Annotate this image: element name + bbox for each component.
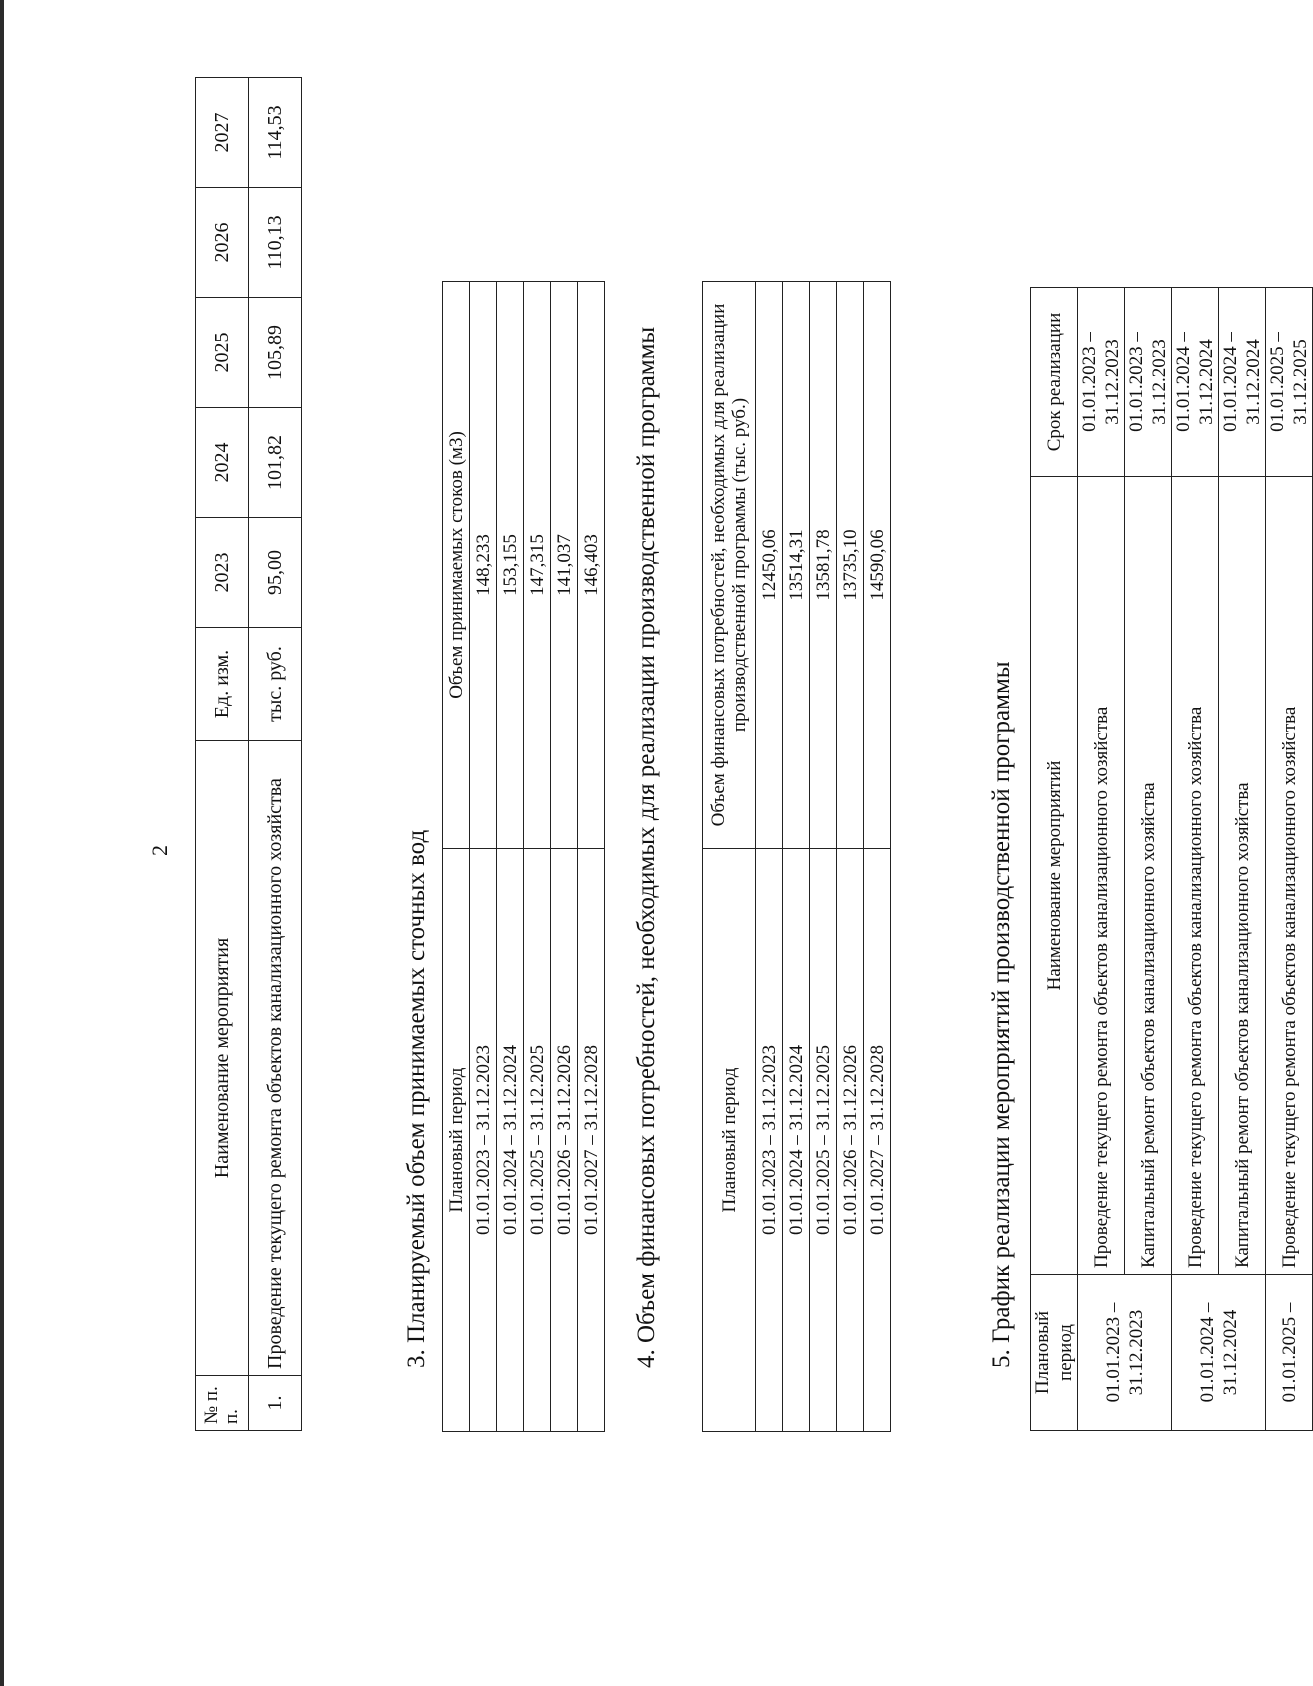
cell-deadline: 01.01.2023 – 31.12.2023 [1125,288,1172,477]
cell-amount: 13735,10 [837,282,864,849]
cell-2026: 110,13 [249,188,302,298]
cell-period: 01.01.2024 – 31.12.2024 [1172,1275,1266,1431]
cell-period: 01.01.2023 – 31.12.2023 [470,849,497,1432]
schedule-table [1030,287,1313,1431]
cell-unit: тыс. руб. [249,628,302,741]
measures-cost-table [195,77,302,1431]
header-unit: Ед. изм. [196,628,249,741]
cell-measure-name: Проведение текущего ремонта объектов канализационного хозяйства [249,741,302,1376]
header-year-2023: 2023 [196,518,249,628]
table-row [551,282,578,1432]
page-number: 2 [147,845,172,856]
table-row [578,282,605,1432]
cell-period: 01.01.2024 – 31.12.2024 [497,849,524,1432]
header-measure-name: Наименование мероприятия [196,741,249,1376]
cell-measure: Проведение текущего ремонта объектов канализационного хозяйства [1172,477,1219,1275]
cell-2027: 114,53 [249,78,302,188]
table-header-row [1031,288,1078,1431]
header-deadline: Срок реализации [1031,288,1078,477]
table-row [524,282,551,1432]
table-row [249,78,302,1431]
section-4-title: 4. Объем финансовых потребностей, необходимых для реализации производственной программы [633,326,660,1368]
header-volume: Объем принимаемых стоков (м3) [443,282,470,849]
table-row [497,282,524,1432]
cell-amount: 13581,78 [810,282,837,849]
cell-deadline: 01.01.2024 – 31.12.2024 [1219,288,1266,477]
cell-period: 01.01.2027 – 31.12.2028 [864,849,891,1432]
header-year-2027: 2027 [196,78,249,188]
cell-volume: 141,037 [551,282,578,849]
table-row [1172,288,1219,1431]
cell-period: 01.01.2025 – 31.12.2025 [524,849,551,1432]
cell-period: 01.01.2027 – 31.12.2028 [578,849,605,1432]
cell-number: 1. [249,1376,302,1431]
cell-deadline: 01.01.2025 – 31.12.2025 [1266,288,1313,477]
cell-period: 01.01.2023 – 31.12.2023 [756,849,783,1432]
table-header-row [196,78,249,1431]
cell-measure: Капитальный ремонт объектов канализационного хозяйства [1125,477,1172,1275]
table-row [810,282,837,1432]
cell-measure: Капитальный ремонт объектов канализационного хозяйства [1219,477,1266,1275]
cell-volume: 146,403 [578,282,605,849]
cell-amount: 13514,31 [783,282,810,849]
cell-2025: 105,89 [249,298,302,408]
table-row [1125,288,1172,1431]
header-measures: Наименование мероприятий [1031,477,1078,1275]
financial-needs-table [702,281,891,1432]
cell-amount: 14590,06 [864,282,891,849]
cell-volume: 148,233 [470,282,497,849]
header-year-2024: 2024 [196,408,249,518]
cell-period: 01.01.2024 – 31.12.2024 [783,849,810,1432]
table-row [1219,288,1266,1431]
cell-period: 01.01.2023 – 31.12.2023 [1078,1275,1172,1431]
cell-period: 01.01.2026 – 31.12.2026 [551,849,578,1432]
table-row [837,282,864,1432]
table-header-row [443,282,470,1432]
wastewater-volume-table [442,281,605,1432]
table-row [1078,288,1125,1431]
section-3-title: 3. Планируемый объем принимаемых сточных вод [403,829,430,1368]
cell-deadline: 01.01.2023 – 31.12.2023 [1078,288,1125,477]
cell-2023: 95,00 [249,518,302,628]
cell-measure: Проведение текущего ремонта объектов канализационного хозяйства [1078,477,1125,1275]
table-row [783,282,810,1432]
header-year-2026: 2026 [196,188,249,298]
header-period: Плановый период [443,849,470,1432]
section-5-title: 5. График реализации мероприятий производственной программы [988,661,1015,1368]
header-period: Плановый период [1031,1275,1078,1431]
cell-measure: Проведение текущего ремонта объектов канализационного хозяйства [1266,477,1313,1275]
cell-period: 01.01.2025 – 31.12.2025 [810,849,837,1432]
cell-amount: 12450,06 [756,282,783,849]
cell-2024: 101,82 [249,408,302,518]
cell-period: 01.01.2026 – 31.12.2026 [837,849,864,1432]
header-year-2025: 2025 [196,298,249,408]
table-header-row [703,282,756,1432]
header-financial-volume: Объем финансовых потребностей, необходимых для реализации производственной программы (тыс. руб.) [703,282,756,849]
cell-volume: 153,155 [497,282,524,849]
header-period: Плановый период [703,849,756,1432]
table-row [470,282,497,1432]
table-row [1266,288,1313,1431]
cell-period: 01.01.2025 – [1266,1275,1313,1431]
header-number: № п. п. [196,1376,249,1431]
table-row [756,282,783,1432]
table-row [864,282,891,1432]
cell-volume: 147,315 [524,282,551,849]
cell-deadline: 01.01.2024 – 31.12.2024 [1172,288,1219,477]
